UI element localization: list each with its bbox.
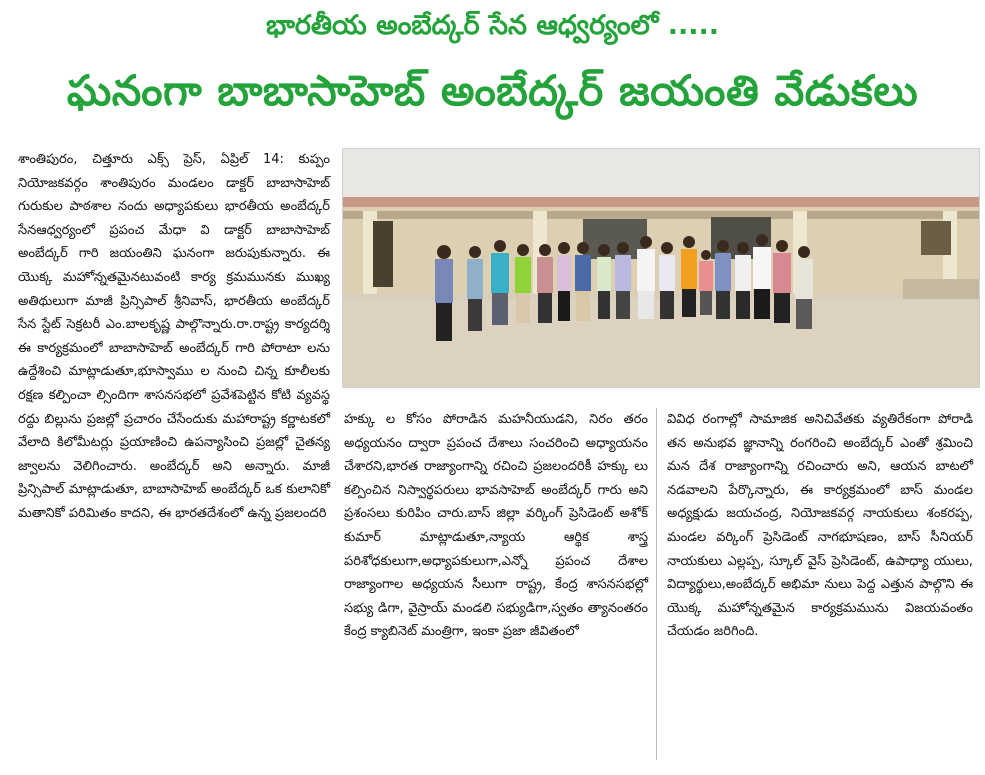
article-column-middle [344, 408, 648, 644]
main-headline: ఘనంగా బాబాసాహెబ్ అంబేద్కర్ జయంతి వేడుకలు [66, 66, 919, 115]
column-divider [656, 408, 657, 760]
article-paragraph: హక్కు ల కోసం పోరాడిన మహనీయుడని, నిరం తరం అధ్యయనం ద్వారా ప్రపంచ దేశాలు సంచరించి అధ్యాయనం చేశారని,భారత రాజ్యాంగాన్ని రచించి ప్రజలందరికీ హక్కు లు కల్పించిన నిస్వార్థపరులు భావసాహెబ్ అంబేద్కర్ గారు అని ప్రశంసలు కురిపిం చారు.బాస్ జిల్లా వర్కింగ్ ప్రెసిడెంట్ అశోక్ కుమార్ మాట్లాడుతూ,న్యాయ ఆర్థిక శాస్త్ర పరిశోధకులుగా,అధ్యాపకులుగా,ఎన్నో ప్రపంచ దేశాల రాజ్యాంగాల అధ్యయన సీలుగా రాష్ట్ర, కేంద్ర శాసనసభల్లో సభ్యు డిగా, వైస్రాయ్ మండలి సభ్యుడిగా,స్వతం త్యానంతరం కేంద్ర క్యాబినెట్ మంత్రిగా, ఇంకా ప్రజా జీవితంలో [344, 412, 648, 640]
article-paragraph: శాంతిపురం, చిత్తూరు ఎక్స్ ప్రెస్, ఏప్రిల్ 14: కుప్పం నియోజకవర్గం శాంతిపురం మండలం డాక్టర్ బాబాసాహెబ్ గురుకుల పాఠశాల నందు అధ్యాపకులు భారతీయ అంబేద్కర్ సేనఆధ్వర్యంలో ప్రపంచ మేధా వి డాక్టర్ బాబాసాహెబ్ అంబేద్కర్ గారి జయంతిని ఘనంగా జరుపుకున్నారు. ఈ యొక్క మహోన్నతమైనటువంటి కార్య క్రమమునకు ముఖ్య అతిథులుగా మాజీ ప్రిన్సిపాల్ శ్రీనివాస్, భారతీయ అంబేద్కర్ సేన స్టేట్ సెక్రటరీ ఎం.బాలకృష్ణ పాల్గొన్నారు.రా.రాష్ట్ర కార్యదర్శి ఈ కార్యక్రమంలో బాబాసాహెబ్ అంబేద్కర్ గారి పోరాటా లను ఉద్దేశించి మాట్లాడుతూ,భూస్వాము ల నుంచి చిన్న కూలీలకు రక్షణ కల్పించా ల్సిందిగా శాసనసభలో ప్రవేశపెట్టిన కోటి వ్యవస్థ రద్దు బిల్లును ప్రజల్లో ప్రచారం చేసేందుకు మహారాష్ట్ర కర్ణాటకలో వేలాది కిలోమీటర్లు ప్రయాణించి ఉపన్యాసించి ప్రజల్లో చైతన్య జ్వాలను వెలిగించారు. అంబేద్కర్ అని అన్నారు. మాజీ ప్రిన్సిపాల్ మాట్లాడుతూ, బాబాసాహెబ్ అంబేద్కర్ ఒక కులానికో మతానికో పరిమితం కాదని, ఈ భారతదేశంలో ఉన్న ప్రజలందరి [18, 152, 330, 521]
article-column-right [667, 408, 973, 644]
kicker-heading: భారతీయ అంబేద్కర్ సేన ఆధ్వర్యంలో ..... [265, 10, 720, 41]
article-paragraph: వివిధ రంగాల్లో సామాజిక అనిచివేతకు వ్యతిరేకంగా పోరాడి తన అనుభవ జ్ఞానాన్ని రంగరించి అంబేద్కర్ ఎంతో శ్రమించి మన దేశ రాజ్యాంగాన్ని రచించారు అని, ఆయన బాటలో నడవాలని పేర్కొన్నారు, ఈ కార్యక్రమంలో బాస్ మండల అధ్యక్షుడు జయచంద్ర, నియోజకవర్గ నాయకులు శంకరప్ప, మండల వర్కింగ్ ప్రెసిడెంట్ నాగభూషణం, బాస్ సీనియర్ నాయకులు ఎల్లప్ప, స్కూల్ వైస్ ప్రెసిడెంట్, ఉపాధ్యా యులు, విద్యార్థులు,అంబేద్కర్ అభిమా నులు పెద్ద ఎత్తున పాల్గొని ఈ యొక్క మహోన్నతమైన కార్యక్రమమును విజయవంతం చేయడం జరిగింది. [667, 412, 973, 640]
article-column-left [18, 148, 330, 526]
group-photo [342, 148, 980, 388]
